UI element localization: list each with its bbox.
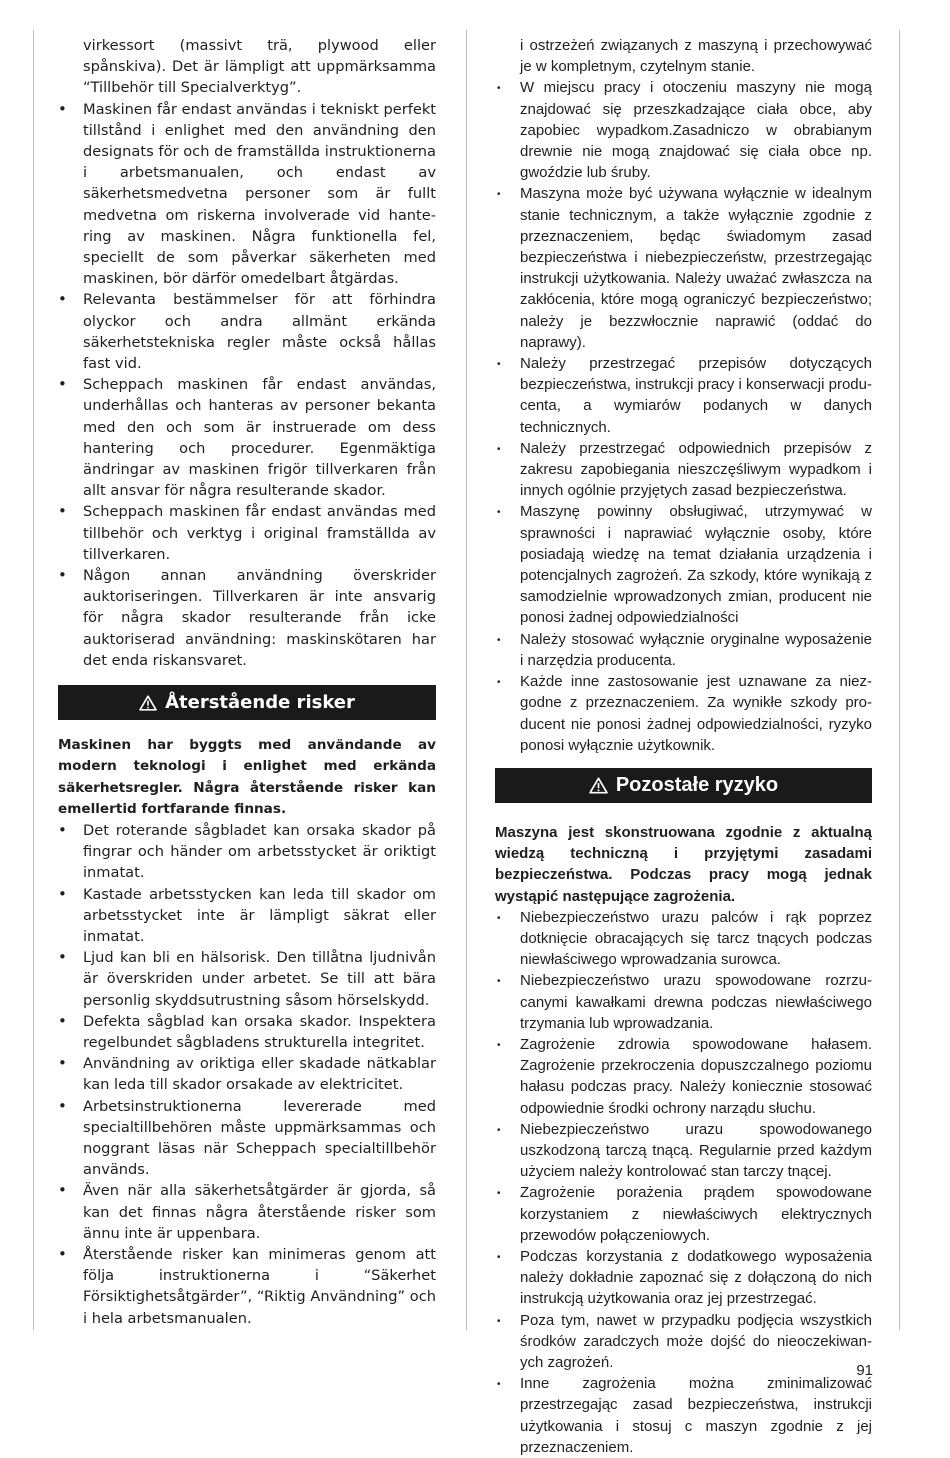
list-item: • Även när alla säkerhetsåtgärder är gjorda, så kan det finnas några återstående risker som ännu inte är uppenbara. bbox=[58, 1181, 436, 1242]
list-item: • Relevanta bestämmelser för att förhindra olyckor och andra allmänt erkända säkerhetstekniska regler måste också hållas fast vid. bbox=[58, 290, 436, 373]
warning-triangle-icon bbox=[589, 777, 608, 794]
list-item: • Podczas korzystania z dodatkowego wyposażenia należy dokładnie zapoznać się z dołączoną do nich instrukcją użytkowania oraz jej przestrzegać. bbox=[497, 1247, 872, 1308]
list-item: • Användning av oriktiga eller skadade nätkablar kan leda till skador orsakade av elektricitet. bbox=[58, 1054, 436, 1094]
bullet-icon: • bbox=[497, 83, 501, 95]
swedish-usage-list bbox=[58, 99, 436, 671]
list-item: • Każde inne zastosowanie jest uznawane za niezgodne z przeznaczeniem. Za wynikłe szkody producent nie ponosi żadnej odpowiedzialności, ryzyko ponosi wyłącznie użytkownik. bbox=[497, 673, 872, 754]
bullet-icon: • bbox=[497, 1124, 501, 1136]
bullet-icon: • bbox=[497, 677, 501, 689]
list-item: • Återstående risker kan minimeras genom att följa instruktionerna i “Säkerhet Försiktighetsåtgärder”, “Riktig Användning” och i hela arbetsmanualen. bbox=[58, 1244, 436, 1327]
bullet-icon: • bbox=[497, 359, 501, 371]
list-item: • Należy przestrzegać odpowiednich przepisów z zakresu zapobiegania nieszczęśliwym wypadkom i innych ogólnie przyjętych zasad bezpieczeństwa. bbox=[497, 439, 872, 500]
right-margin-rule bbox=[899, 30, 900, 1330]
list-item: • Arbetsinstruktionerna levererade med specialtillbehören måste uppmärksammas och noggrant läsas när Scheppach specialtillbehör används. bbox=[58, 1096, 436, 1179]
bullet-icon: • bbox=[497, 1379, 501, 1391]
bullet-icon: • bbox=[58, 1011, 67, 1030]
bullet-icon: • bbox=[58, 502, 67, 521]
bullet-icon: • bbox=[497, 443, 501, 455]
swedish-column bbox=[58, 35, 436, 1329]
bullet-icon: • bbox=[497, 912, 501, 924]
list-item: • Kastade arbetsstycken kan leda till skador om arbetsstycket inte är lämpligt säkrat eller inmatat. bbox=[58, 884, 436, 945]
section-title: Pozostałe ryzyko bbox=[615, 773, 779, 796]
list-item: • Scheppach maskinen får endast användas, underhållas och hanteras av personer bekanta med den och som är instruerade om dess hantering och procedurer. Egenmäktiga ändringar av maskinen frigör tillverkaren från allt ansvar för några resulterande skador. bbox=[58, 375, 436, 500]
bullet-icon: • bbox=[58, 1096, 67, 1115]
bullet-icon: • bbox=[58, 99, 67, 118]
list-item: • Defekta sågblad kan orsaka skador. Inspektera regelbundet sågbladens strukturella integritet. bbox=[58, 1011, 436, 1051]
list-item: • Należy przestrzegać przepisów dotyczących bezpieczeństwa, instrukcji pracy i konserwacji producenta, a wymiarów podanych w danych technicznych. bbox=[497, 355, 872, 436]
polish-risks-list bbox=[495, 907, 872, 1458]
polish-lead-text: i ostrzeżeń związanych z maszyną i przechowywać je w kompletnym, czytelnym stanie. bbox=[520, 37, 872, 76]
bullet-icon: • bbox=[58, 375, 67, 394]
bullet-icon: • bbox=[497, 1039, 501, 1051]
bullet-icon: • bbox=[58, 884, 67, 903]
list-item: • Någon annan användning överskrider auktoriseringen. Tillverkaren är inte ansvarig för några skador resulterande från icke auktoriserad användning: maskinskötaren har det enda riskansvaret. bbox=[58, 566, 436, 669]
list-item: • Niebezpieczeństwo urazu spowodowane rozrzucanymi kawałkami drewna podczas niewłaściwego trzymania lub wprowadzania. bbox=[497, 972, 872, 1032]
polish-column bbox=[495, 35, 872, 1458]
bullet-icon: • bbox=[58, 820, 67, 839]
list-item: • Zagrożenie porażenia prądem spowodowane korzystaniem z niewłaściwych elektrycznych przewodów połączeniowych. bbox=[497, 1184, 872, 1244]
swedish-risks-intro: Maskinen har byggts med användande av modern teknologi i enlighet med erkända säkerhetsregler. Några återstående risker kan emellertid fortfarande finnas. bbox=[58, 737, 436, 817]
list-item: • Maszyna może być używana wyłącznie w idealnym stanie technicznym, a także wyłącznie zgodnie z przeznaczeniem, będąc świadomym zasad bezpieczeństwa i niebezpieczeństw, przestrzegając instrukcji użytkowania. Należy uważać zwłaszcza na zakłócenia, które mogą ograniczyć bezpieczeństwo; należy je bezzwłocznie naprawić (oddać do naprawy). bbox=[497, 185, 872, 351]
bullet-icon: • bbox=[497, 507, 501, 519]
swedish-risks-list bbox=[58, 820, 436, 1329]
polish-risks-intro: Maszyna jest skonstruowana zgodnie z aktualną wiedzą techniczną i przyjętymi zasadami bezpieczeństwa. Podczas pracy mogą jednak wystąpić następujące zagrożenia. bbox=[495, 823, 872, 905]
center-divider-rule bbox=[466, 30, 467, 1330]
polish-usage-list bbox=[495, 77, 872, 756]
list-item: • Niebezpieczeństwo urazu spowodowanego uszkodzoną tarczą tnącą. Regularnie przed każdym użyciem należy kontrolować stan tarczy tnącej. bbox=[497, 1120, 872, 1181]
bullet-icon: • bbox=[58, 566, 67, 585]
list-item: • Maskinen får endast användas i tekniskt perfekt tillstånd i enlighet med den användning den designats för och de framställda instruktionerna i arbetsmanualen, och endast av säkerhetsmedvetna personer som är fullt medvetna om riskerna involverade vid hantering av maskinen. Några funktionella fel, speciellt de som påverkar säkerheten med maskinen, bör därför omedelbart åtgärdas. bbox=[58, 99, 436, 288]
bullet-icon: • bbox=[58, 1181, 67, 1200]
list-item: • Niebezpieczeństwo urazu palców i rąk poprzez dotknięcie obracających się tarcz tnących podczas niewłaściwego wprowadzania surowca. bbox=[497, 908, 872, 969]
page-number: 91 bbox=[856, 1362, 873, 1379]
list-item: • Zagrożenie zdrowia spowodowane hałasem. Zagrożenie przekroczenia dopuszczalnego poziomu hałasu podczas pracy. Należy koniecznie stosować odpowiednie środki ochrony narządu słuchu. bbox=[497, 1035, 872, 1117]
bullet-icon: • bbox=[497, 634, 501, 646]
list-item: • Należy stosować wyłącznie oryginalne wyposażenie i narzędzia producenta. bbox=[497, 630, 872, 669]
section-heading-residual-risks-pl bbox=[495, 768, 872, 803]
list-item: • Inne zagrożenia można zminimalizować przestrzegając zasad bezpieczeństwa, instrukcji użytkowania i stosuj c maszyn zgodnie z jej przeznaczeniem. bbox=[497, 1375, 872, 1456]
list-item: • Maszynę powinny obsługiwać, utrzymywać w sprawności i naprawiać wyłącznie osoby, które posiadają wiedzę na temat działania urządzenia i potencjalnych zagrożeń. Za szkody, które wynikają z samodzielnie wprowadzonych zmian, producent nie ponosi żadnej odpowiedzialności bbox=[497, 503, 872, 627]
bullet-icon: • bbox=[58, 290, 67, 309]
bullet-icon: • bbox=[58, 1054, 67, 1073]
swedish-lead-text: virkessort (massivt trä, plywood eller spånskiva). Det är lämpligt att uppmärksamma “Tillbehör till Specialverktyg”. bbox=[83, 37, 436, 97]
bullet-icon: • bbox=[58, 1244, 67, 1263]
section-heading-residual-risks-sv bbox=[58, 685, 436, 720]
bullet-icon: • bbox=[58, 948, 67, 967]
list-item: • Poza tym, nawet w przypadku podjęcia wszystkich środków zaradczych może dojść do nieoczekiwanych zagrożeń. bbox=[497, 1311, 872, 1371]
bullet-icon: • bbox=[497, 1251, 501, 1263]
left-margin-rule bbox=[33, 30, 34, 1330]
list-item: • Det roterande sågbladet kan orsaka skador på fingrar och händer om arbetsstycket är oriktigt inmatat. bbox=[58, 820, 436, 882]
list-item: • Scheppach maskinen får endast användas med tillbehör och verktyg i original framställda av tillverkaren. bbox=[58, 502, 436, 563]
bullet-icon: • bbox=[497, 1315, 501, 1327]
bullet-icon: • bbox=[497, 1188, 501, 1200]
list-item: • Ljud kan bli en hälsorisk. Den tillåtna ljudnivån är överskriden under arbetet. Se till att bära personlig skyddsutrustning såsom hörselskydd. bbox=[58, 948, 436, 1009]
bullet-icon: • bbox=[497, 976, 501, 988]
warning-triangle-icon bbox=[139, 695, 157, 711]
section-title: Återstående risker bbox=[165, 691, 355, 713]
list-item: • W miejscu pracy i otoczeniu maszyny nie mogą znajdować się przeszkadzające ciała obce, aby zapobiec wypadkom.Zasadniczo w obrabianym drewnie nie mogą znajdować się ciała obce np. gwoździe lub śruby. bbox=[497, 79, 872, 182]
bullet-icon: • bbox=[497, 189, 501, 201]
